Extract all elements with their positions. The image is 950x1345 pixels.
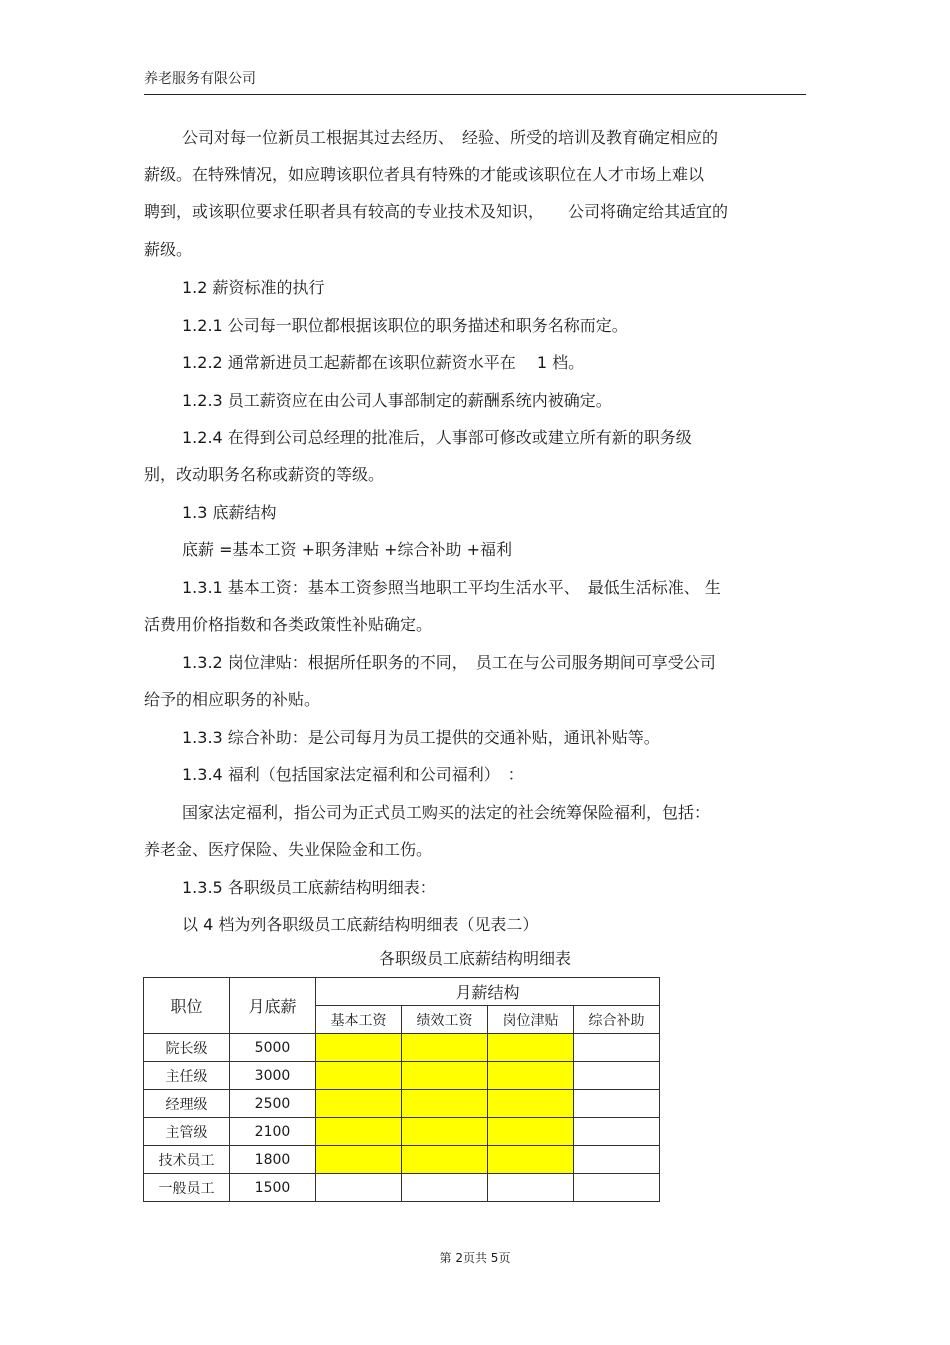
salary-structure-table (143, 977, 660, 1202)
table-reference: 以 4 档为列各职级员工底薪结构明细表（见表二） (182, 915, 539, 934)
cell-position-allowance (488, 1146, 574, 1174)
subheader-comprehensive-subsidy: 综合补助 (574, 1006, 660, 1034)
page-number: 第 2页共 5页 (439, 1251, 511, 1265)
item-1-3-1-line-1: 1.3.1 基本工资：基本工资参照当地职工平均生活水平、 最低生活标准、 生 (182, 578, 721, 597)
item-1-3-2-line-1: 1.3.2 岗位津贴：根据所任职务的不同， 员工在与公司服务期间可享受公司 (182, 653, 716, 672)
cell-position: 经理级 (144, 1090, 230, 1118)
item-1-2-1: 1.2.1 公司每一职位都根据该职位的职务描述和职务名称而定。 (182, 316, 628, 335)
intro-line-3: 聘到，或该职位要求任职者具有较高的专业技术及知识， 公司将确定给其适宜的 (144, 202, 729, 221)
company-name: 养老服务有限公司 (144, 71, 256, 87)
cell-position-allowance (488, 1174, 574, 1202)
cell-monthly: 3000 (230, 1062, 316, 1090)
item-1-2-4-line-2: 别，改动职务名称或薪资的等级。 (144, 465, 385, 484)
cell-monthly: 2500 (230, 1090, 316, 1118)
subheader-position-allowance: 岗位津贴 (488, 1006, 574, 1034)
cell-basic-wage (316, 1174, 402, 1202)
cell-basic-wage (316, 1034, 402, 1062)
cell-position: 院长级 (144, 1034, 230, 1062)
welfare-line-1: 国家法定福利，指公司为正式员工购买的法定的社会统筹保险福利，包括： (182, 803, 711, 822)
cell-comprehensive-subsidy (574, 1146, 660, 1174)
item-1-3-1-line-2: 活费用价格指数和各类政策性补贴确定。 (144, 615, 433, 634)
page-header (144, 62, 806, 95)
cell-comprehensive-subsidy (574, 1118, 660, 1146)
cell-performance-wage (402, 1090, 488, 1118)
table-row (144, 1062, 660, 1090)
header-position: 职位 (144, 978, 230, 1034)
subheader-basic-wage: 基本工资 (316, 1006, 402, 1034)
cell-performance-wage (402, 1118, 488, 1146)
section-1-2-title: 1.2 薪资标准的执行 (182, 278, 325, 297)
table-row (144, 1034, 660, 1062)
intro-line-1: 公司对每一位新员工根据其过去经历、 经验、所受的培训及教育确定相应的 (182, 128, 719, 147)
table-row (144, 1118, 660, 1146)
item-1-2-4-line-1: 1.2.4 在得到公司总经理的批准后，人事部可修改或建立所有新的职务级 (182, 428, 692, 447)
subheader-performance-wage: 绩效工资 (402, 1006, 488, 1034)
cell-performance-wage (402, 1174, 488, 1202)
cell-position: 主管级 (144, 1118, 230, 1146)
cell-position-allowance (488, 1034, 574, 1062)
salary-formula: 底薪 =基本工资 +职务津贴 +综合补助 +福利 (182, 540, 512, 559)
item-1-3-3: 1.3.3 综合补助：是公司每月为员工提供的交通补贴，通讯补贴等。 (182, 728, 660, 747)
cell-position: 主任级 (144, 1062, 230, 1090)
intro-line-4: 薪级。 (144, 240, 193, 259)
item-1-3-5: 1.3.5 各职级员工底薪结构明细表： (182, 878, 436, 897)
header-monthly-salary: 月底薪 (230, 978, 316, 1034)
cell-monthly: 1800 (230, 1146, 316, 1174)
table-row (144, 1090, 660, 1118)
cell-monthly: 2100 (230, 1118, 316, 1146)
section-1-3-title: 1.3 底薪结构 (182, 503, 277, 522)
welfare-line-2: 养老金、医疗保险、失业保险金和工伤。 (144, 840, 433, 859)
item-1-2-2: 1.2.2 通常新进员工起薪都在该职位薪资水平在 1 档。 (182, 353, 585, 372)
item-1-2-3: 1.2.3 员工薪资应在由公司人事部制定的薪酬系统内被确定。 (182, 391, 612, 410)
cell-comprehensive-subsidy (574, 1034, 660, 1062)
item-1-3-4: 1.3.4 福利（包括国家法定福利和公司福利） ： (182, 765, 524, 784)
table-row (144, 1174, 660, 1202)
cell-position-allowance (488, 1118, 574, 1146)
cell-basic-wage (316, 1062, 402, 1090)
cell-monthly: 5000 (230, 1034, 316, 1062)
cell-basic-wage (316, 1118, 402, 1146)
item-1-3-2-line-2: 给予的相应职务的补贴。 (144, 690, 321, 709)
cell-basic-wage (316, 1146, 402, 1174)
header-salary-structure: 月薪结构 (316, 978, 660, 1006)
cell-position-allowance (488, 1090, 574, 1118)
cell-comprehensive-subsidy (574, 1174, 660, 1202)
cell-basic-wage (316, 1090, 402, 1118)
cell-monthly: 1500 (230, 1174, 316, 1202)
table-caption: 各职级员工底薪结构明细表 (378, 949, 571, 968)
cell-comprehensive-subsidy (574, 1090, 660, 1118)
cell-comprehensive-subsidy (574, 1062, 660, 1090)
cell-position: 技术员工 (144, 1146, 230, 1174)
cell-position-allowance (488, 1062, 574, 1090)
table-row (144, 1146, 660, 1174)
intro-line-2: 薪级。在特殊情况，如应聘该职位者具有特殊的才能或该职位在人才市场上难以 (144, 165, 705, 184)
cell-position: 一般员工 (144, 1174, 230, 1202)
cell-performance-wage (402, 1062, 488, 1090)
cell-performance-wage (402, 1034, 488, 1062)
cell-performance-wage (402, 1146, 488, 1174)
